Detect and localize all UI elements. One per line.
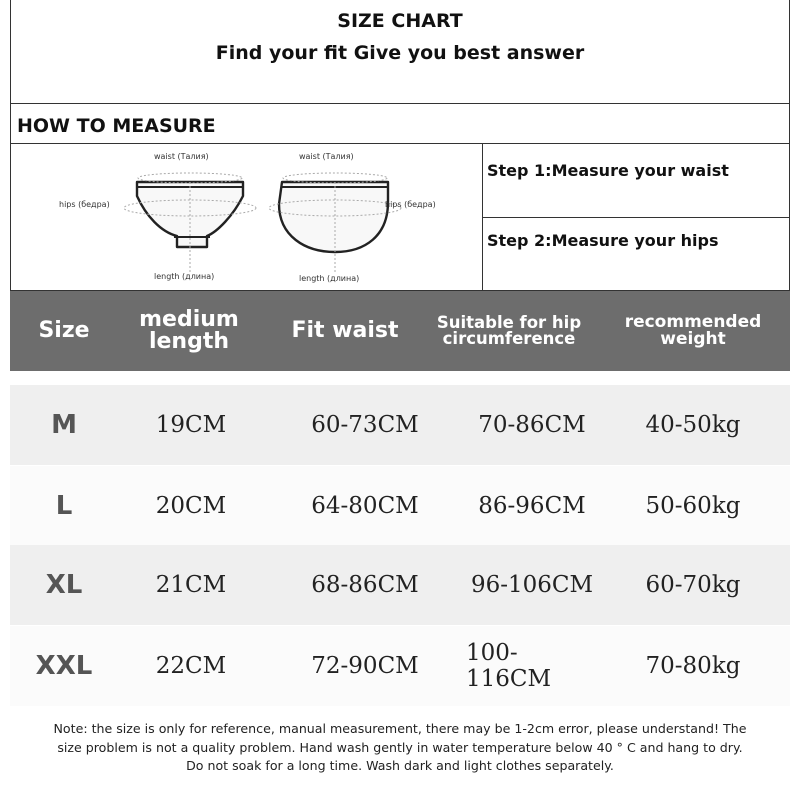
how-to-measure-heading: HOW TO MEASURE	[11, 104, 789, 144]
header-length-line2: length	[148, 329, 230, 354]
size-table-header	[10, 291, 790, 371]
waist-label-front: waist (Талия)	[154, 152, 209, 161]
cell-weight: 60-70kg	[645, 572, 741, 598]
header-length-line1: medium	[139, 307, 239, 332]
cell-hip: 70-86CM	[478, 412, 586, 438]
cell-hip: 100-116CM	[466, 640, 552, 692]
header-weight-line2: weight	[660, 329, 726, 349]
cell-weight: 40-50kg	[645, 412, 741, 438]
cell-length: 21CM	[155, 572, 227, 598]
header-length	[118, 291, 260, 371]
cell-length: 19CM	[155, 412, 227, 438]
table-row	[10, 466, 790, 546]
header-hip-line2: circumference	[442, 329, 576, 348]
cell-hip: 86-96CM	[478, 493, 586, 519]
step-1: Step 1:Measure your waist	[483, 144, 789, 218]
length-label-front: length (длина)	[154, 272, 215, 281]
cell-size: XXL	[35, 651, 93, 681]
cell-weight: 70-80kg	[645, 653, 741, 679]
cell-size: M	[51, 410, 77, 440]
step-2: Step 2:Measure your hips	[487, 231, 719, 250]
page-subtitle: Find your fit Give you best answer	[215, 42, 585, 64]
header-waist: Fit waist	[291, 318, 399, 343]
cell-length: 20CM	[155, 493, 227, 519]
header-hip-line1: Suitable for hip	[436, 312, 582, 332]
waist-label-back: waist (Талия)	[299, 152, 354, 161]
note-line-3: Do not soak for a long time. Wash dark and light clothes separately.	[186, 758, 614, 774]
note-line-1: Note: the size is only for reference, manual measurement, there may be 1-2cm error, please understand! The	[53, 721, 747, 736]
header-size: Size	[38, 318, 90, 343]
cell-weight: 50-60kg	[645, 493, 741, 519]
how-to-measure-section	[10, 104, 790, 291]
table-row	[10, 626, 790, 706]
table-row	[10, 385, 790, 465]
cell-waist: 68-86CM	[311, 572, 419, 598]
care-note	[14, 720, 786, 776]
cell-size: XL	[45, 570, 83, 600]
header-weight-line1: recommended	[624, 312, 762, 332]
table-row	[10, 545, 790, 625]
header-hip	[430, 291, 588, 371]
cell-hip: 96-106CM	[470, 572, 594, 598]
briefs-illustration	[11, 144, 483, 290]
measure-diagram	[11, 144, 483, 290]
cell-waist: 72-90CM	[311, 653, 419, 679]
length-label-back: length (длина)	[299, 274, 360, 283]
note-line-2: size problem is not a quality problem. Hand wash gently in water temperature below 40 ° C and hang to dry.	[57, 739, 743, 755]
cell-length: 22CM	[155, 653, 227, 679]
page-title: SIZE CHART	[337, 10, 463, 32]
hips-label-back: hips (бедра)	[385, 200, 436, 209]
cell-size: L	[55, 491, 73, 521]
hips-label-front: hips (бедра)	[59, 200, 110, 209]
cell-waist: 64-80CM	[311, 493, 419, 519]
back-briefs-icon	[279, 182, 388, 252]
cell-waist: 60-73CM	[311, 412, 419, 438]
title-box	[10, 0, 790, 104]
header-weight	[610, 291, 776, 371]
